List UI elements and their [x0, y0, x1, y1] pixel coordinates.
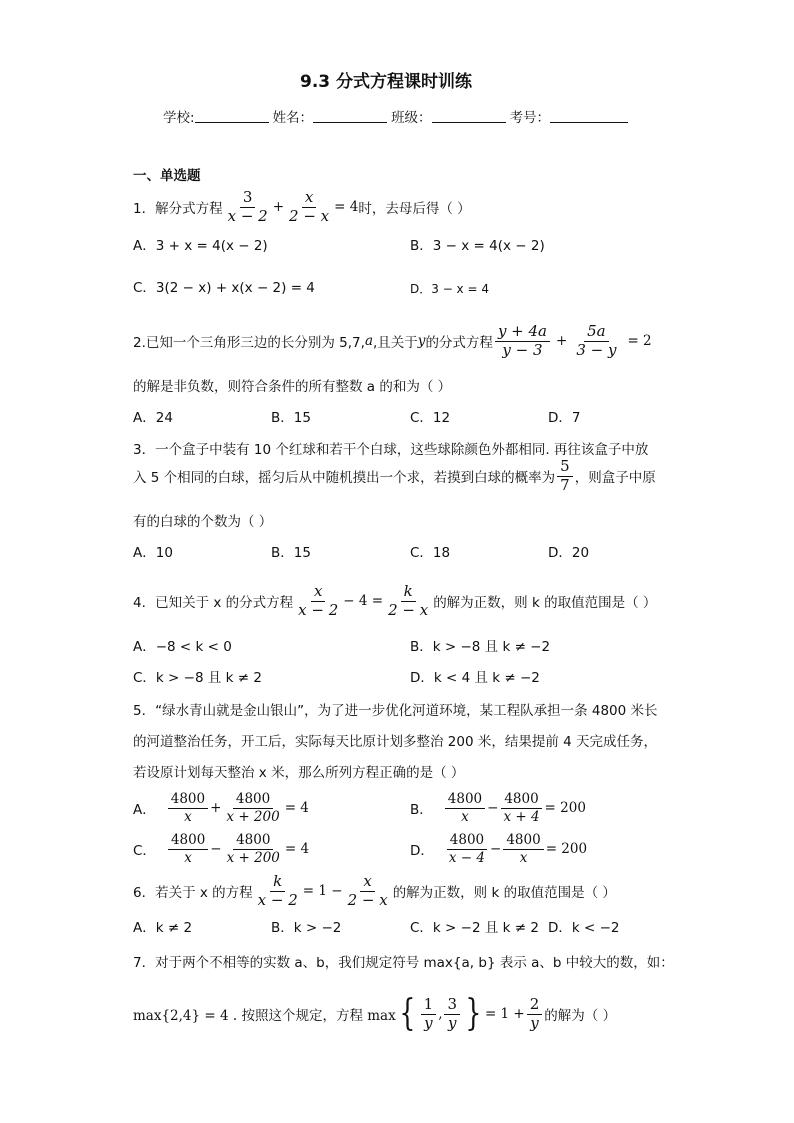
q3-line-1: 3．一个盒子中装有 10 个红球和若干个白球，这些球除颜色外都相同. 再往该盒子中放: [133, 442, 649, 458]
q1-equals: = 4: [334, 199, 359, 215]
q4-option-a[interactable]: A．−8 < k < 0: [133, 639, 232, 655]
q2-mid2: 的分式方程: [425, 335, 493, 351]
q2-f1-denominator: y − 3: [502, 340, 543, 359]
q5-d-fraction-2: [503, 833, 543, 864]
q4-fraction-2: [385, 581, 431, 619]
q5-a-f2-denominator: x + 200: [226, 808, 280, 825]
q3-line-3: 有的白球的个数为（ ）: [133, 514, 273, 530]
q5-b-operator: −: [487, 800, 499, 816]
q5-b-f1-numerator: 4800: [445, 792, 485, 808]
q3-line-2-pre: 入 5 个相同的白球，摇匀后从中随机摸出一个求，若摸到白球的概率为: [133, 470, 556, 486]
q5-d-f1-denominator: x − 4: [448, 849, 486, 866]
q6-option-a[interactable]: A．k ≠ 2: [133, 920, 193, 936]
q5-c-f1-numerator: 4800: [168, 833, 208, 849]
q1-option-b[interactable]: B．3 − x = 4(x − 2): [410, 238, 545, 254]
q5-option-a[interactable]: [133, 788, 309, 828]
q3-option-c[interactable]: C．18: [410, 545, 451, 561]
q2-prefix: 2.已知一个三角形三边的长分别为 5,7,: [133, 335, 365, 351]
q5-d-f2-denominator: x: [519, 849, 528, 866]
q5-d-equals: = 200: [545, 841, 588, 857]
q6-fraction-2: [345, 871, 391, 909]
q5-c-f1-denominator: x: [184, 849, 192, 866]
q5-a-f1-denominator: x: [184, 808, 192, 825]
q4-suffix: 的解为正数，则 k 的取值范围是（ ）: [433, 595, 657, 611]
q5-c-operator: −: [210, 841, 222, 857]
class-label: 班级：: [391, 110, 432, 126]
q7-fraction-2: [444, 994, 460, 1032]
q1-fraction-2: [286, 187, 332, 225]
q2-var-a: a: [364, 333, 373, 349]
q2-plus: +: [556, 333, 568, 349]
q1-fraction-1: [225, 187, 271, 225]
q7-fraction-3: [527, 994, 543, 1032]
left-brace-icon: {: [399, 993, 416, 1034]
q3-option-b[interactable]: B．15: [271, 545, 311, 561]
q3-option-a[interactable]: A．10: [133, 545, 173, 561]
q2-fraction-1: [495, 321, 550, 359]
question-2-stem: [133, 321, 652, 361]
q5-a-operator: +: [210, 800, 222, 816]
q6-option-d[interactable]: D．k < −2: [548, 920, 620, 936]
q5-b-f2-numerator: 4800: [501, 792, 541, 808]
q4-fraction-1: [295, 581, 341, 619]
q5-d-fraction-1: [446, 833, 488, 864]
school-label: 学校:: [163, 110, 195, 126]
q6-f1-denominator: x − 2: [257, 890, 298, 909]
q2-fraction-2: [573, 321, 619, 359]
q7-comma: ,: [438, 1006, 443, 1022]
q5-a-equals: = 4: [284, 800, 309, 816]
q1-f1-denominator: x − 2: [227, 206, 268, 225]
q5-option-d[interactable]: [410, 829, 587, 869]
school-field[interactable]: [195, 110, 269, 123]
q1-option-a[interactable]: A．3 + x = 4(x − 2): [133, 238, 268, 254]
q7-f3-denominator: y: [530, 1013, 539, 1032]
name-field[interactable]: [313, 110, 387, 123]
q4-f1-denominator: x − 2: [298, 600, 339, 619]
q6-option-b[interactable]: B．k > −2: [271, 920, 342, 936]
q5-b-equals: = 200: [544, 800, 586, 816]
q1-f2-numerator: x: [302, 190, 316, 208]
q5-line-3: 若设原计划每天整治 x 米，那么所列方程正确的是（ ）: [133, 765, 465, 781]
q5-a-label: A．: [133, 802, 156, 818]
q7-suffix: 的解为（ ）: [544, 1008, 617, 1024]
q1-plus: +: [272, 199, 285, 215]
student-info-line: [163, 106, 628, 126]
q7-f2-numerator: 3: [444, 997, 460, 1015]
page-title: 9.3 分式方程课时训练: [300, 72, 473, 92]
q4-f1-numerator: x: [311, 584, 325, 602]
q5-c-fraction-1: [168, 833, 208, 864]
q2-var-y: y: [417, 333, 426, 349]
q2-option-c[interactable]: C．12: [410, 410, 451, 426]
question-6-stem: [133, 871, 616, 911]
q5-a-fraction-1: [168, 792, 208, 823]
q7-f1-numerator: 1: [421, 997, 437, 1015]
q2-mid: ,且关于: [373, 335, 418, 351]
q5-d-f2-numerator: 4800: [503, 833, 543, 849]
q3-line-2: [133, 456, 656, 496]
q6-f2-denominator: 2 − x: [347, 890, 388, 909]
q7-fraction-1: [421, 994, 437, 1032]
q5-b-f2-denominator: x + 4: [503, 808, 540, 825]
q5-option-b[interactable]: [410, 788, 586, 828]
q7-line-2-pre: max{2,4} = 4 . 按照这个规定，方程 max: [133, 1008, 396, 1024]
q7-mid: = 1 +: [484, 1006, 525, 1022]
name-label: 姓名：: [272, 110, 314, 126]
q4-option-b[interactable]: B．k > −8 且 k ≠ −2: [410, 639, 551, 655]
q3-option-d[interactable]: D．20: [548, 545, 590, 561]
q1-suffix: 时，去母后得（ ）: [358, 201, 471, 217]
q2-equals: = 2: [627, 333, 652, 349]
q5-b-label: B．: [410, 802, 433, 818]
q2-option-d[interactable]: D．7: [548, 410, 581, 426]
q5-c-f2-denominator: x + 200: [226, 849, 280, 866]
q6-suffix: 的解为正数，则 k 的取值范围是（ ）: [392, 885, 616, 901]
q5-c-label: C．: [133, 843, 156, 859]
q4-option-c[interactable]: C．k > −8 且 k ≠ 2: [133, 670, 262, 686]
q5-line-2: 的河道整治任务，开工后，实际每天比原计划多整治 200 米，结果提前 4 天完成任务，: [133, 734, 658, 750]
q5-a-f2-numerator: 4800: [233, 792, 273, 808]
q5-b-fraction-2: [500, 792, 542, 823]
q1-f1-numerator: 3: [240, 190, 256, 208]
q1-f2-denominator: 2 − x: [289, 206, 330, 225]
q5-option-c[interactable]: [133, 829, 309, 869]
q4-f2-denominator: 2 − x: [388, 600, 429, 619]
q4-option-d[interactable]: D．k < 4 且 k ≠ −2: [410, 670, 540, 686]
q6-f2-numerator: x: [360, 874, 374, 892]
q2-f1-numerator: y + 4a: [495, 324, 550, 342]
q5-b-f1-denominator: x: [461, 808, 469, 825]
q3-probability-fraction: [557, 456, 573, 494]
q5-a-f1-numerator: 4800: [168, 792, 208, 808]
q3-line-2-post: ，则盒子中原: [574, 470, 656, 486]
q3-f-denominator: 7: [560, 475, 570, 494]
q5-d-f1-numerator: 4800: [447, 833, 487, 849]
q7-f2-denominator: y: [448, 1013, 457, 1032]
q7-line-1: 7．对于两个不相等的实数 a、b，我们规定符号 max{a, b} 表示 a、b 中较大的数，如：: [133, 955, 674, 971]
exam-number-label: 考号：: [509, 110, 551, 126]
q6-fraction-1: [255, 871, 301, 909]
q7-f1-denominator: y: [424, 1013, 433, 1032]
q2-option-b[interactable]: B．15: [271, 410, 311, 426]
q5-a-fraction-2: [223, 792, 282, 823]
q5-c-f2-numerator: 4800: [233, 833, 273, 849]
q6-f1-numerator: k: [270, 874, 285, 892]
q5-b-fraction-1: [445, 792, 485, 823]
exam-number-field[interactable]: [550, 110, 628, 123]
q1-option-d[interactable]: D．3 − x = 4: [410, 282, 489, 296]
q7-line-2: [133, 992, 616, 1036]
q5-d-operator: −: [490, 841, 502, 857]
q2-line-2: 的解是非负数，则符合条件的所有整数 a 的和为（ ）: [133, 379, 452, 395]
section-heading: 一、单选题: [133, 168, 201, 184]
q4-prefix: 4．已知关于 x 的分式方程: [133, 595, 294, 611]
question-1-stem: [133, 187, 471, 227]
q4-mid: − 4 =: [343, 593, 384, 609]
q6-option-c[interactable]: C．k > −2 且 k ≠ 2: [410, 920, 539, 936]
q5-d-label: D．: [410, 843, 434, 859]
question-4-stem: [133, 581, 656, 621]
q6-mid: = 1 −: [302, 883, 343, 899]
q5-c-equals: = 4: [284, 841, 310, 857]
q2-option-a[interactable]: A．24: [133, 410, 173, 426]
q5-line-1: 5．“绿水青山就是金山银山”，为了进一步优化河道环境，某工程队承担一条 4800 米长: [133, 703, 658, 719]
class-field[interactable]: [432, 110, 506, 123]
q7-f3-numerator: 2: [527, 997, 543, 1015]
q6-prefix: 6．若关于 x 的方程: [133, 885, 253, 901]
q5-c-fraction-2: [224, 833, 283, 864]
q3-f-numerator: 5: [557, 459, 573, 477]
q1-prefix: 1．解分式方程: [133, 201, 223, 217]
right-brace-icon: }: [465, 993, 482, 1034]
q4-f2-numerator: k: [401, 584, 416, 602]
q2-f2-denominator: 3 − y: [576, 340, 617, 359]
q2-f2-numerator: 5a: [584, 324, 609, 342]
q1-option-c[interactable]: C．3(2 − x) + x(x − 2) = 4: [133, 280, 315, 296]
